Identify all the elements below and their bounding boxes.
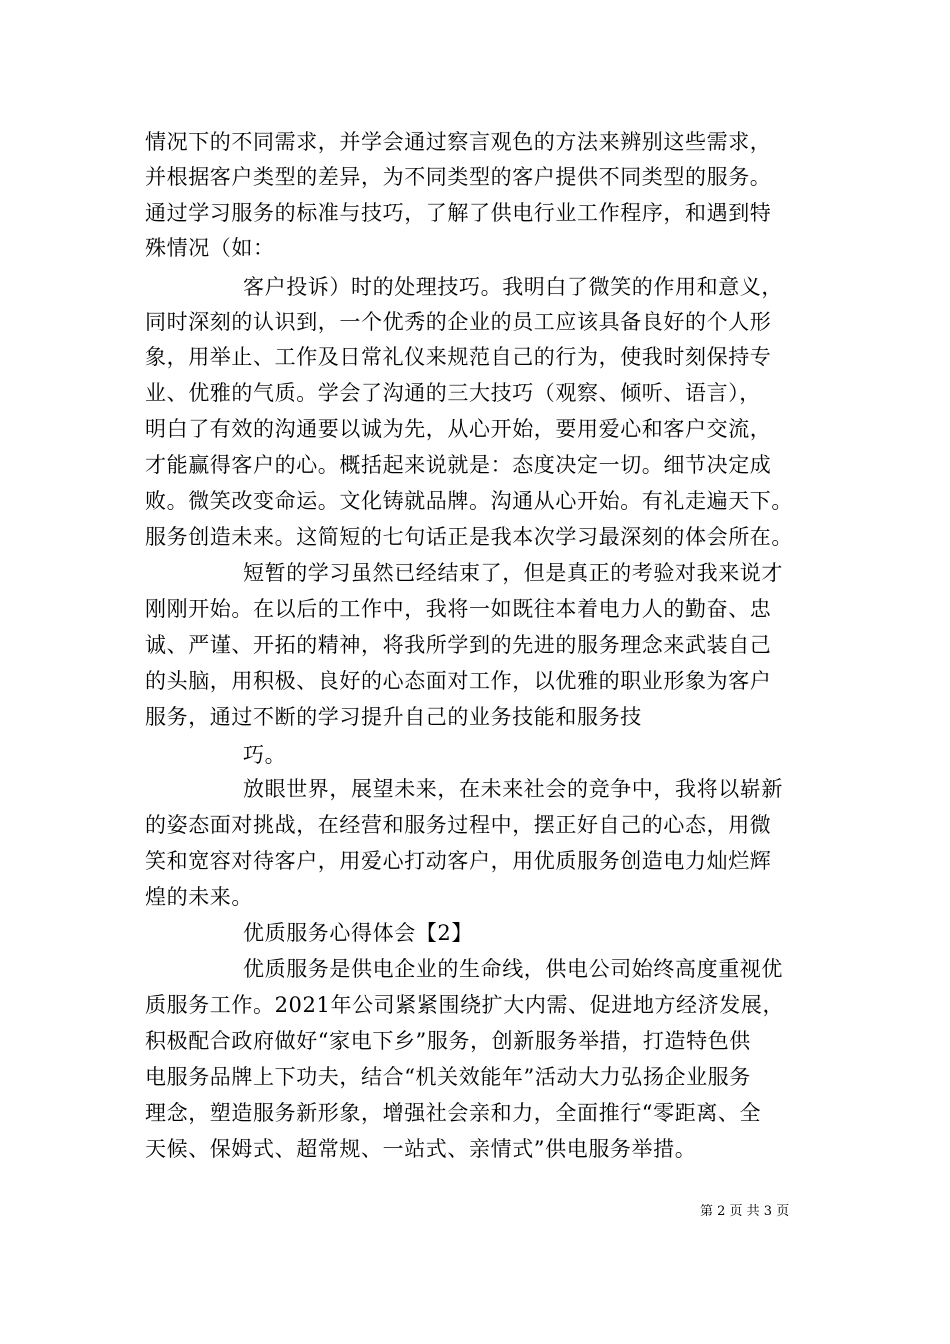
text-line: 同时深刻的认识到，一个优秀的企业的员工应该具备良好的个人形 [145,310,772,334]
page-number-footer: 第 2 页 共 3 页 [700,1204,790,1219]
text-line: 服务，通过不断的学习提升自己的业务技能和服务技 [145,705,642,729]
text-line: 并根据客户类型的差异，为不同类型的客户提供不同类型的服务。 [145,165,772,189]
text-line: 情况下的不同需求，并学会通过察言观色的方法来辨别这些需求， [145,130,772,154]
text-line: 败。微笑改变命运。文化铸就品牌。沟通从心开始。有礼走遍天下。 [145,489,793,513]
text-line: 诚、严谨、开拓的精神，将我所学到的先进的服务理念来武装自己 [145,633,772,657]
text-line: 天候、保姆式、超常规、一站式、亲情式”供电服务举措。 [145,1137,697,1161]
text-line: 的姿态面对挑战，在经营和服务过程中，摆正好自己的心态，用微 [145,813,772,837]
text-line: 质服务工作。2021年公司紧紧围绕扩大内需、促进地方经济发展， [145,993,785,1017]
text-line: 明白了有效的沟通要以诚为先，从心开始，要用爱心和客户交流， [145,417,772,441]
text-line: 理念，塑造服务新形象，增强社会亲和力，全面推行“零距离、全 [145,1101,762,1125]
text-line: 电服务品牌上下功夫，结合“机关效能年”活动大力弘扬企业服务 [145,1065,751,1089]
text-line: 优质服务是供电企业的生命线，供电公司始终高度重视优 [243,957,783,981]
text-line: 通过学习服务的标准与技巧，了解了供电行业工作程序，和遇到特 [145,201,772,225]
text-line: 煌的未来。 [145,885,253,909]
text-line: 放眼世界，展望未来，在未来社会的竞争中，我将以崭新 [243,777,783,801]
text-line: 刚刚开始。在以后的工作中，我将一如既往本着电力人的勤奋、忠 [145,597,772,621]
text-line: 象，用举止、工作及日常礼仪来规范自己的行为，使我时刻保持专 [145,345,772,369]
section-heading: 优质服务心得体会【2】 [243,921,473,945]
text-line: 业、优雅的气质。学会了沟通的三大技巧（观察、倾听、语言）， [145,381,761,405]
text-line: 短暂的学习虽然已经结束了，但是真正的考验对我来说才 [243,561,783,585]
text-line: 笑和宽容对待客户，用爱心打动客户，用优质服务创造电力灿烂辉 [145,849,772,873]
text-line: 才能赢得客户的心。概括起来说就是：态度决定一切。细节决定成 [145,453,772,477]
text-line: 殊情况（如： [145,236,275,260]
text-line: 的头脑，用积极、良好的心态面对工作，以优雅的职业形象为客户 [145,669,772,693]
text-line: 积极配合政府做好“家电下乡”服务，创新服务举措，打造特色供 [145,1029,751,1053]
text-line: 服务创造未来。这简短的七句话正是我本次学习最深刻的体会所在。 [145,525,793,549]
text-line: 客户投诉）时的处理技巧。我明白了微笑的作用和意义， [243,275,783,299]
text-line: 巧。 [243,743,287,767]
